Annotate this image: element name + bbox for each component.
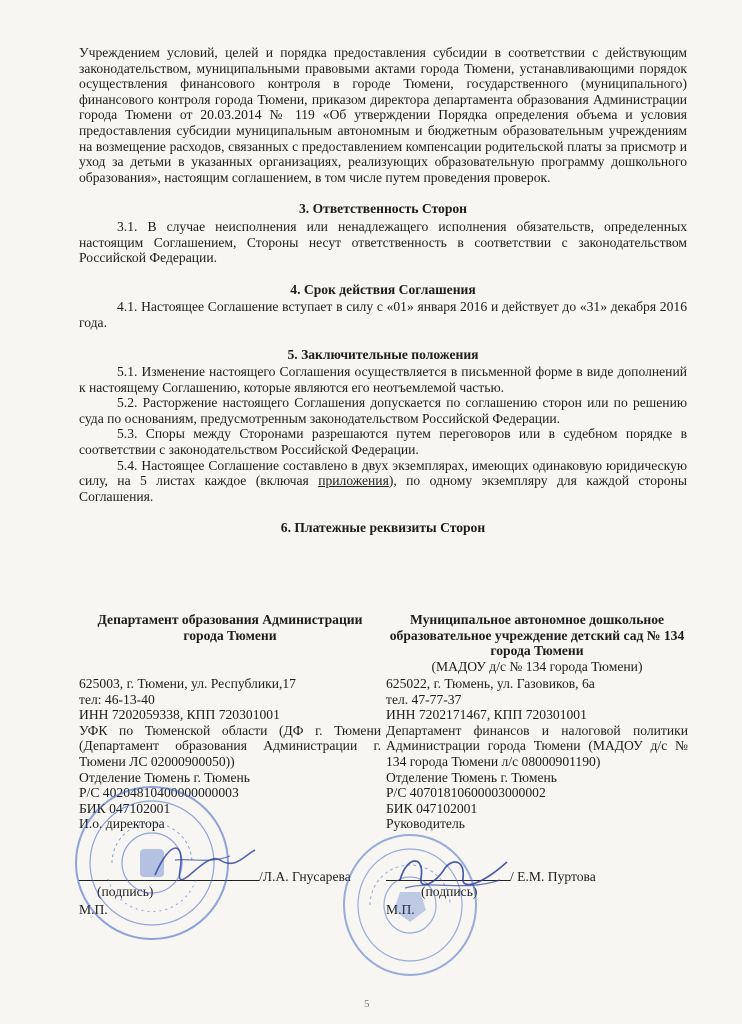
right-signatory: / Е.М. Пуртова [510, 869, 596, 884]
right-signature-line [386, 868, 596, 885]
attachments-link[interactable]: приложения [318, 473, 389, 489]
right-party-name: Муниципальное автономное дошкольное образовательное учреждение детский сад № 134 города Тюмени [389, 612, 685, 659]
right-mp: М.П. [386, 902, 415, 917]
paragraph-4-1: 4.1. Настоящее Соглашение вступает в силу с «01» января 2016 и действует до «31» декабря 2016 года. [79, 299, 687, 330]
right-party-inn-kpp: ИНН 7202171467, КПП 720301001 [386, 707, 587, 723]
left-party-account: Р/С 40204810400000000003 [79, 785, 239, 801]
left-signatory: /Л.А. Гнусарева [259, 869, 351, 884]
left-party-details [79, 676, 381, 832]
paragraph-5-4 [79, 458, 687, 505]
page-number: 5 [364, 998, 370, 1010]
right-party-bank: Отделение Тюмень г. Тюмень [386, 769, 557, 785]
left-party-name: Департамент образования Администрации города Тюмени [97, 612, 363, 643]
paragraph-5-1: 5.1. Изменение настоящего Соглашения осуществляется в письменной форме в виде дополнений к настоящему Соглашению, которые являются его неотъемлемой частью. [79, 364, 687, 395]
section-5-heading: 5. Заключительные положения [287, 346, 479, 362]
right-party-block [386, 612, 688, 832]
section-4-heading: 4. Срок действия Соглашения [290, 281, 476, 297]
right-signature-underline [386, 868, 510, 881]
left-mp: М.П. [79, 902, 108, 917]
right-party-abbr: (МАДОУ д/с № 134 города Тюмени) [431, 658, 643, 674]
left-party-phone: тел: 46-13-40 [79, 691, 155, 707]
left-sign-caption: (подпись) [97, 884, 154, 899]
left-signature-line [79, 868, 351, 885]
left-party-bank: Отделение Тюмень г. Тюмень [79, 769, 250, 785]
intro-paragraph: Учреждением условий, целей и порядка предоставления субсидии в соответствии с действующим законодательством, муниципальными правовыми актами города Тюмени, устанавливающими порядок осуществления финансового контроля в городе Тюмени, государственного (муниципального) финансового контроля города Тюмени, приказом директора департамента образования Администрации города Тюмени от 20.03.2014 № 119 «Об утверждении Порядка определения объема и условия предоставления субсидии муниципальным автономным и бюджетным образовательным учреждениям на возмещение расходов, связанных с предоставлением компенсации родительской платы за присмотр и уход за детьми в указанных организациях, реализующих образовательную программу дошкольного образования», настоящим соглашением, в том числе путем проведения проверок. [79, 45, 687, 185]
left-party-bik: БИК 047102001 [79, 800, 171, 816]
left-party-inn-kpp: ИНН 7202059338, КПП 720301001 [79, 707, 280, 723]
right-party-details [386, 676, 688, 832]
right-party-account: Р/С 40701810600003000002 [386, 785, 546, 801]
left-signature-underline [79, 868, 259, 881]
right-party-bik: БИК 047102001 [386, 800, 478, 816]
paragraph-5-2: 5.2. Расторжение настоящего Соглашения допускается по соглашению сторон или по решению суда по основаниям, предусмотренным законодательством Российской Федерации. [79, 395, 687, 426]
right-party-position: Руководитель [386, 816, 465, 832]
paragraph-5-3: 5.3. Споры между Сторонами разрешаются путем переговоров или в судебном порядке в соответствии с законодательством Российской Федерации. [79, 426, 687, 458]
right-party-department: Департамент финансов и налоговой политики Администрации города Тюмени (МАДОУ д/с № 134 города Тюмени л/с 08000901190) [386, 722, 688, 769]
paragraph-5-4-after: ), по одному экземпляру для каждой стороны Соглашения. [79, 473, 687, 504]
paragraph-5-4-before: 5.4. Настоящее Соглашение составлено в двух экземплярах, имеющих одинаковую юридическую силу, на 5 листах каждое (включая [79, 457, 687, 489]
left-party-position: И.о. директора [79, 816, 165, 832]
left-party-ufk: УФК по Тюменской области (ДФ г. Тюмени (Департамент образования Администрации г. Тюмени ЛС 02000900050)) [79, 722, 381, 769]
left-party-block [79, 612, 381, 832]
right-party-phone: тел. 47-77-37 [386, 691, 462, 707]
section-6-heading: 6. Платежные реквизиты Сторон [280, 520, 486, 536]
right-sign-caption: (подпись) [421, 884, 478, 899]
left-party-address: 625003, г. Тюмени, ул. Республики,17 [79, 676, 296, 691]
document-body [79, 45, 687, 538]
right-party-address: 625022, г. Тюмень, ул. Газовиков, 6а [386, 676, 595, 691]
paragraph-3-1: 3.1. В случае неисполнения или ненадлежащего исполнения обязательств, определенных настоящим Соглашением, Стороны несут ответственность в соответствии с законодательством Российской Федерации. [79, 218, 687, 266]
section-3-heading: 3. Ответственность Сторон [298, 201, 468, 217]
